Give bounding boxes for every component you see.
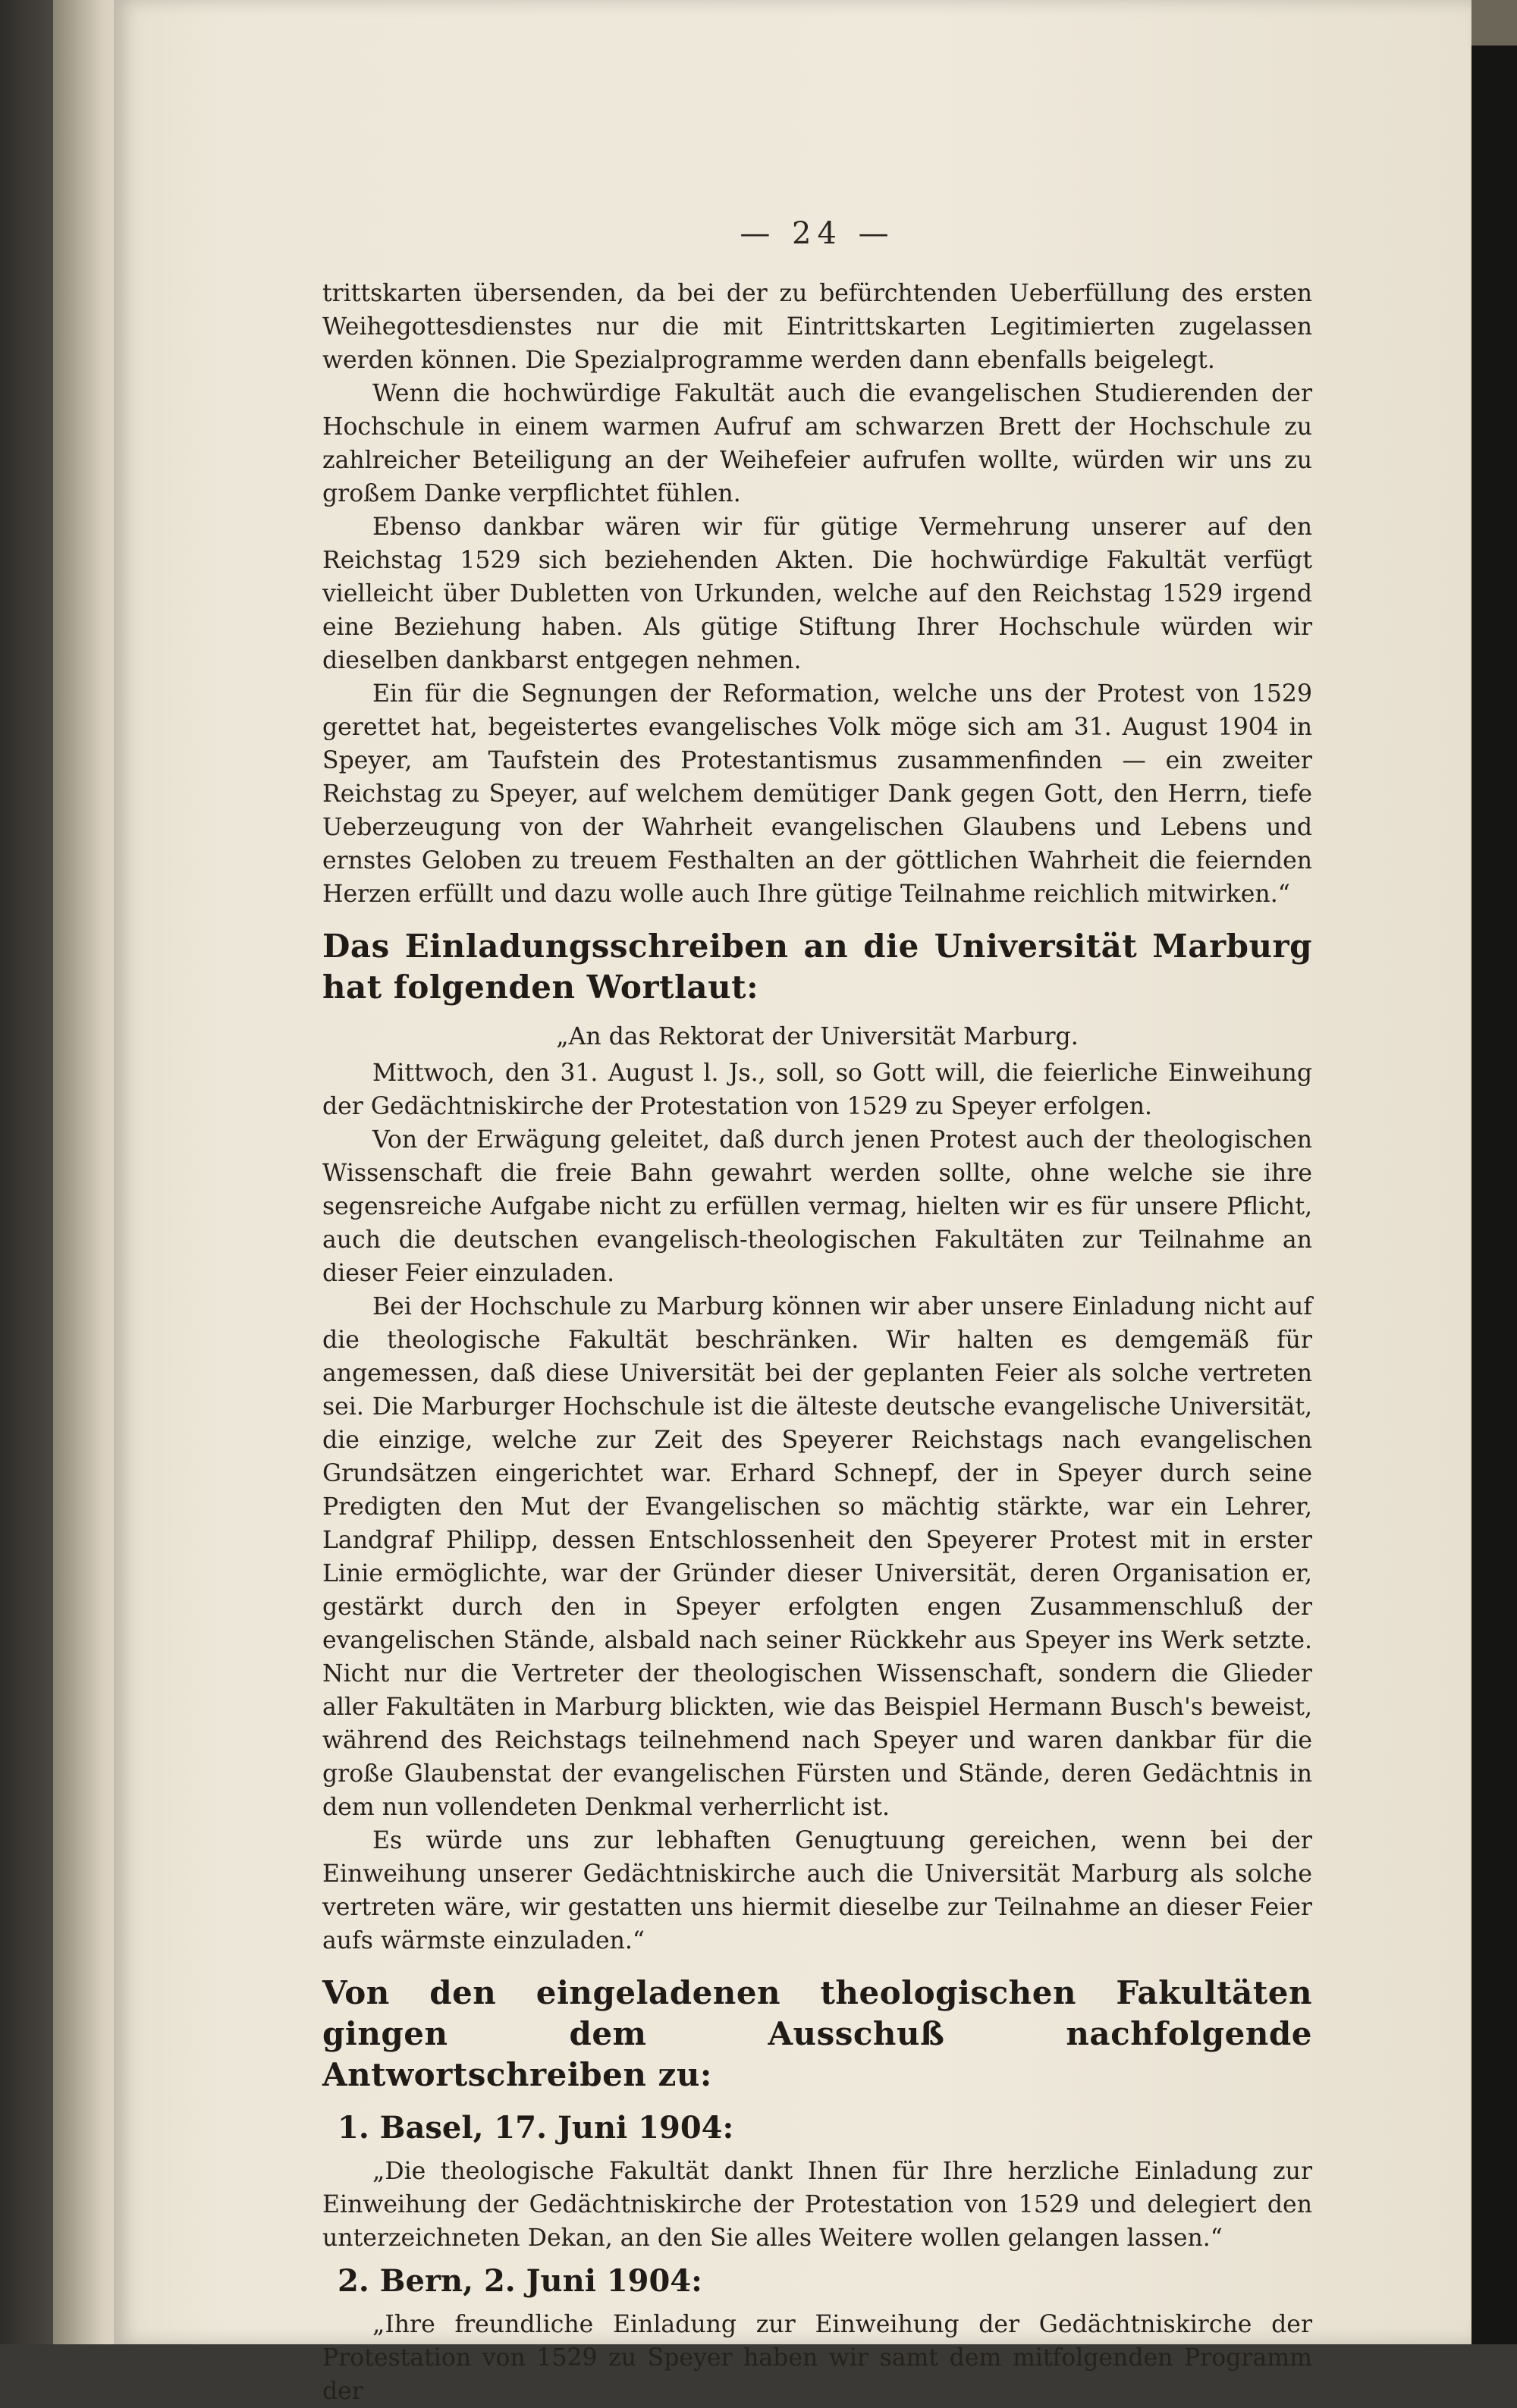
scan-border-top: [1471, 0, 1517, 46]
reply-text-basel: „Die theologische Fakultät dankt Ihnen für Ihre herzliche Einladung zur Einweihung der Gedächtniskirche der Protestation von 1529 und delegiert den unterzeichneten Dekan, an den Sie alles Weitere wollen gelangen lassen.“: [322, 2158, 1312, 2252]
page-number: — 24 —: [740, 216, 895, 251]
scan-border-right: [1471, 46, 1517, 2344]
letter-paragraph: Es würde uns zur lebhaften Genugtuung gereichen, wenn bei der Einweihung unserer Gedächtniskirche auch die Universität Marburg als solche vertreten wäre, wir gestatten uns hiermit dieselbe zur Teilnahme an dieser Feier aufs wärmste einzuladen.“: [322, 1827, 1312, 1954]
paragraph-continuation: trittskarten übersenden, da bei der zu befürchtenden Ueberfüllung des ersten Weihegottesdienstes nur die mit Eintrittskarten Legitimierten zugelassen werden können. Die Spezialprogramme werden dann ebenfalls beigelegt.: [322, 280, 1312, 374]
reply-text-bern: „Ihre freundliche Einladung zur Einweihung der Gedächtniskirche der Protestation von 1529 zu Speyer haben wir samt dem mitfolgenden Programm der: [322, 2311, 1312, 2405]
section-heading-marburg: Das Einladungsschreiben an die Universität Marburg hat folgenden Wortlaut:: [322, 928, 1312, 1006]
page-content: [322, 216, 1312, 2408]
section-heading-replies: Von den eingeladenen theologischen Fakultäten gingen dem Ausschuß nachfolgende Antwortschreiben zu:: [322, 1974, 1312, 2093]
letter-paragraph: Von der Erwägung geleitet, daß durch jenen Protest auch der theologischen Wissenschaft die freie Bahn gewahrt werden sollte, ohne welche sie ihre segensreiche Aufgabe nicht zu erfüllen vermag, hielten wir es für unsere Pflicht, auch die deutschen evangelisch-theologischen Fakultäten zur Teilnahme an dieser Feier einzuladen.: [322, 1126, 1312, 1287]
paragraph-appeal: Wenn die hochwürdige Fakultät auch die evangelischen Studierenden der Hochschule in einem warmen Aufruf am schwarzen Brett der Hochschule zu zahlreicher Beteiligung an der Weihefeier aufrufen wollte, würden wir uns zu großem Danke verpflichtet fühlen.: [322, 380, 1312, 507]
letter-paragraph: Mittwoch, den 31. August l. Js., soll, so Gott will, die feierliche Einweihung der Gedächtniskirche der Protestation von 1529 zu Speyer erfolgen.: [322, 1060, 1312, 1120]
paragraph-closing: Ein für die Segnungen der Reformation, welche uns der Protest von 1529 gerettet hat, begeistertes evangelisches Volk möge sich am 31. August 1904 in Speyer, am Taufstein des Protestantismus zusammenfinden — ein zweiter Reichstag zu Speyer, auf welchem demütiger Dank gegen Gott, den Herrn, tiefe Ueberzeugung von der Wahrheit evangelischen Glaubens und Lebens und ernstes Geloben zu treuem Festhalten an der göttlichen Wahrheit die feiernden Herzen erfüllt und dazu wolle auch Ihre gütige Teilnahme reichlich mitwirken.“: [322, 680, 1312, 908]
letter-paragraph: Bei der Hochschule zu Marburg können wir aber unsere Einladung nicht auf die theologische Fakultät beschränken. Wir halten es demgemäß für angemessen, daß diese Universität bei der geplanten Feier als solche vertreten sei. Die Marburger Hochschule ist die älteste deutsche evangelische Universität, die einzige, welche zur Zeit des Speyerer Reichstags nach evangelischen Grundsätzen eingerichtet war. Erhard Schnepf, der in Speyer durch seine Predigten den Mut der Evangelischen so mächtig stärkte, war ein Lehrer, Landgraf Philipp, dessen Entschlossenheit den Speyerer Protest mit in erster Linie ermöglichte, war der Gründer dieser Universität, deren Organisation er, gestärkt durch den in Speyer erfolgten engen Zusammenschluß der evangelischen Stände, alsbald nach seiner Rückkehr aus Speyer ins Werk setzte. Nicht nur die Vertreter der theologischen Wissenschaft, sondern die Glieder aller Fakultäten in Marburg blickten, wie das Beispiel Hermann Busch's beweist, während des Reichstags teilnehmend nach Speyer und waren dankbar für die große Glaubenstat der evangelischen Fürsten und Stände, deren Gedächtnis in dem nun vollendeten Denkmal verherrlicht ist.: [322, 1293, 1312, 1821]
paragraph-files: Ebenso dankbar wären wir für gütige Vermehrung unserer auf den Reichstag 1529 sich beziehenden Akten. Die hochwürdige Fakultät verfügt vielleicht über Dubletten von Urkunden, welche auf den Reichstag 1529 irgend eine Beziehung haben. Als gütige Stiftung Ihrer Hochschule würden wir dieselben dankbarst entgegen nehmen.: [322, 513, 1312, 674]
reply-heading-bern: 2. Bern, 2. Juni 1904:: [338, 2263, 702, 2299]
reply-heading-basel: 1. Basel, 17. Juni 1904:: [338, 2110, 734, 2146]
letter-salutation: „An das Rektorat der Universität Marburg.: [556, 1023, 1079, 1050]
